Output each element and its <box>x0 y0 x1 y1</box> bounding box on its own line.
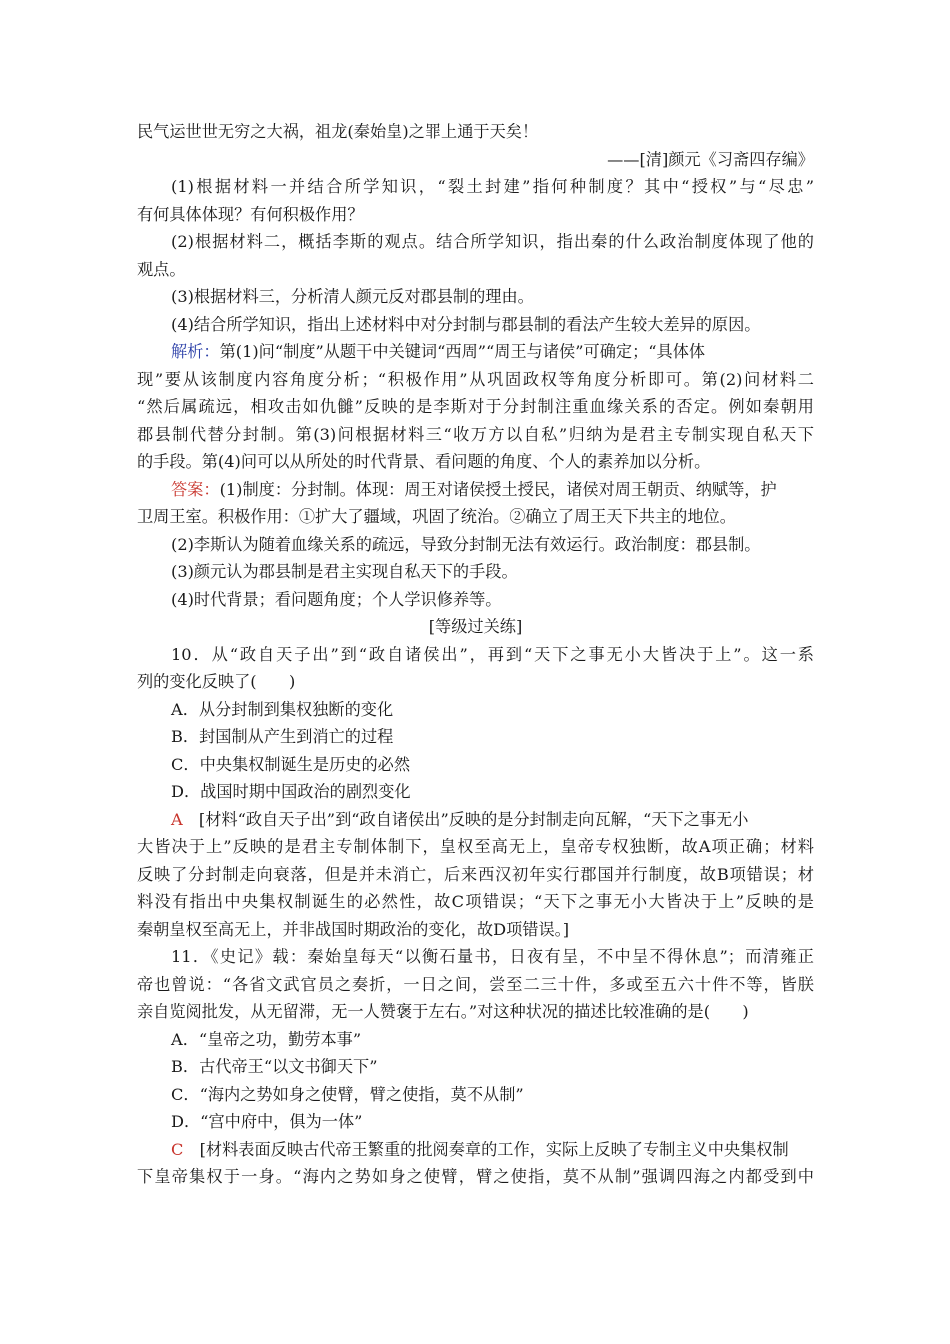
q10-option-a: A．从分封制到集权独断的变化 <box>171 699 394 719</box>
q10-option-c: C．中央集权制诞生是历史的必然 <box>171 754 411 774</box>
q11-option-c: C．“海内之势如身之使臂，臂之使指，莫不从制” <box>171 1084 524 1104</box>
answer-line-1: 答案：(1)制度：分封制。体现：周王对诸侯授土授民，诸侯对周王朝贡、纳赋等，护 <box>171 479 777 499</box>
document-page <box>137 118 814 1191</box>
question-1-line-1: (1)根据材料一并结合所学知识，“裂土封建”指何种制度？其中“授权”与“尽忠” <box>171 177 814 196</box>
q10-explain-line-1: A [材料“政自天子出”到“政自诸侯出”反映的是分封制走向瓦解，“天下之事无小 <box>171 809 749 829</box>
question-2-line-2: 观点。 <box>137 259 186 279</box>
answer-line-2: 卫周王室。积极作用：①扩大了疆域，巩固了统治。②确立了周王天下共主的地位。 <box>137 507 736 526</box>
q11-stem-line-3: 亲自览阅批发，从无留滞，无一人赞褒于左右。”对这种状况的描述比较准确的是( ) <box>137 1002 749 1021</box>
analysis-line-1: 解析：第(1)问“制度”从题干中关键词“西周”“周王与诸侯”可确定；“具体体 <box>171 342 706 361</box>
q10-explain-line-3: 反映了分封制走向衰落，但是并未消亡，后来西汉初年实行郡国并行制度，故B项错误；材 <box>137 864 814 884</box>
analysis-line-3: “然后属疏远，相攻击如仇雠”反映的是李斯对于分封制注重血缘关系的否定。例如秦朝用 <box>137 397 814 416</box>
analysis-line-5: 的手段。第(4)问可以从所处的时代背景、看问题的角度、个人的素养加以分析。 <box>137 452 711 471</box>
q10-option-d: D．战国时期中国政治的剧烈变化 <box>171 782 411 801</box>
q10-stem-line-1: 10．从“政自天子出”到“政自诸侯出”，再到“天下之事无小大皆决于上”。这一系 <box>171 644 814 664</box>
q10-explain-line-4: 料没有指出中央集权制诞生的必然性，故C项错误；“天下之事无小大皆决于上”反映的是 <box>137 892 814 911</box>
question-1-line-2: 有何具体体现？有何积极作用？ <box>137 204 364 224</box>
q10-stem-line-2: 列的变化反映了( ) <box>137 672 296 691</box>
analysis-label: 解析： <box>171 342 220 361</box>
answer-label: 答案： <box>171 479 220 499</box>
answer-line-3: (2)李斯认为随着血缘关系的疏远，导致分封制无法有效运行。政治制度：郡县制。 <box>171 534 761 554</box>
q11-explain-line-2: 下皇帝集权于一身。“海内之势如身之使臂，臂之使指，莫不从制”强调四海之内都受到中 <box>137 1167 814 1186</box>
q10-answer-key: A <box>171 809 183 829</box>
q11-stem-line-2: 帝也曾说：“各省文武官员之奏折，一日之间，尝至二三十件，多或至五六十件不等，皆朕 <box>137 974 814 994</box>
q11-option-d: D．“宫中府中，俱为一体” <box>171 1112 363 1131</box>
quote-source: ——[清]颜元《习斋四存编》 <box>607 149 814 169</box>
question-2-line-1: (2)根据材料二，概括李斯的观点。结合所学知识，指出秦的什么政治制度体现了他的 <box>171 232 814 251</box>
question-3: (3)根据材料三，分析清人颜元反对郡县制的理由。 <box>171 287 534 306</box>
question-4: (4)结合所学知识，指出上述材料中对分封制与郡县制的看法产生较大差异的原因。 <box>171 314 761 334</box>
analysis-line-2: 现”要从该制度内容角度分析；“积极作用”从巩固政权等角度分析即可。第(2)问材料二 <box>137 369 814 389</box>
answer-line-4: (3)颜元认为郡县制是君主实现自私天下的手段。 <box>171 562 518 581</box>
analysis-line-4: 郡县制代替分封制。第(3)问根据材料三“收万方以自私”归纳为是君主专制实现自私天下 <box>137 424 814 444</box>
q10-explain-line-2: 大皆决于上”反映的是君主专制体制下，皇权至高无上，皇帝专权独断，故A项正确；材料 <box>137 837 814 856</box>
q11-option-b: B．古代帝王“以文书御天下” <box>171 1057 378 1076</box>
q11-answer-key: C <box>171 1139 184 1159</box>
q11-explain-line-1: C [材料表面反映古代帝王繁重的批阅奏章的工作，实际上反映了专制主义中央集权制 <box>171 1139 789 1159</box>
answer-line-5: (4)时代背景；看问题角度；个人学识修养等。 <box>171 589 502 609</box>
q10-option-b: B．封国制从产生到消亡的过程 <box>171 727 394 746</box>
q11-option-a: A．“皇帝之功，勤劳本事” <box>171 1029 362 1049</box>
quote-tail: 民气运世世无穷之大祸，祖龙(秦始皇)之罪上通于天矣！ <box>137 122 539 141</box>
section-title: [等级过关练] <box>428 617 523 636</box>
q11-stem-line-1: 11．《史记》载：秦始皇每天“以衡石量书，日夜有呈，不中呈不得休息”；而清雍正 <box>171 947 814 966</box>
q10-explain-line-5: 秦朝皇权至高无上，并非战国时期政治的变化，故D项错误。] <box>137 919 570 939</box>
